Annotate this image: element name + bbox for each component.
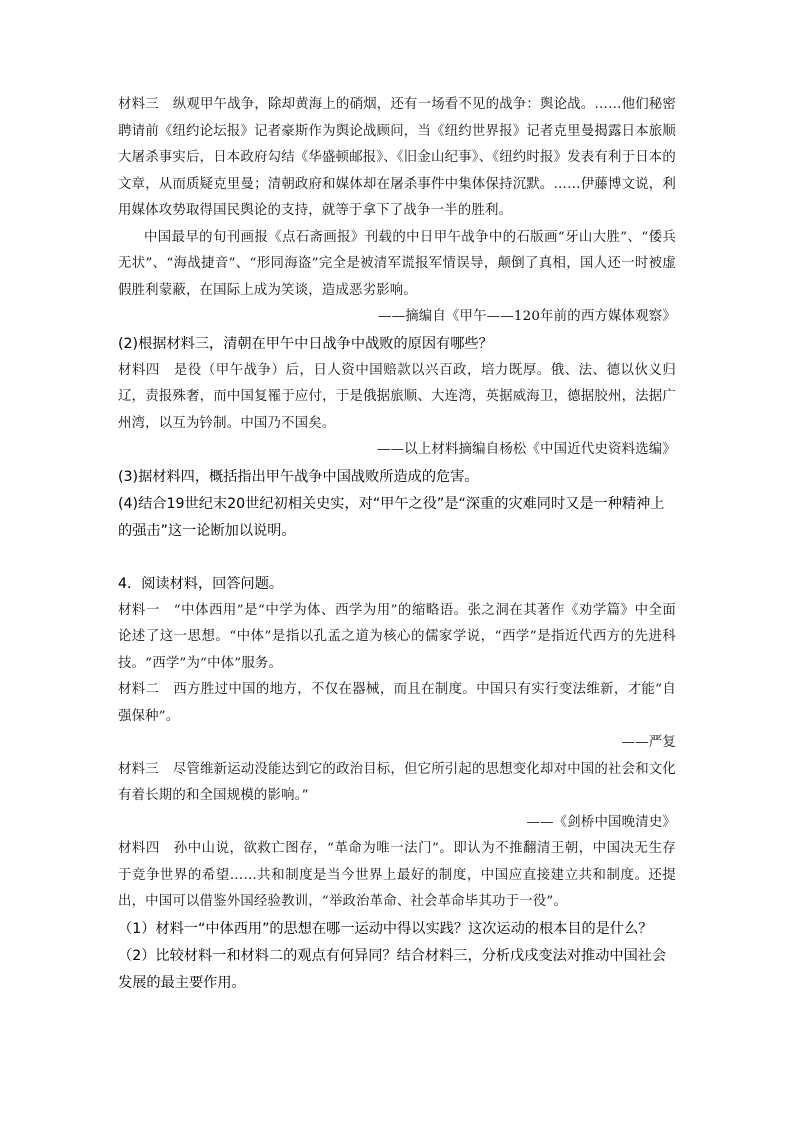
material-source: ——以上材料摘编自杨松《中国近代史资料选编》 bbox=[377, 442, 676, 457]
material-text: 是役（甲午战争）后，日人资中国赔款以兴百政，培力既厚。俄、法、德以伙义归辽，责报殊奢，而中国复罹于应付，于是俄据旅顺、大连湾，英据威海卫，德据胶州，法据广州湾，以互为钤制。中国乃不国矣。 bbox=[118, 362, 676, 431]
material-label: 材料三 bbox=[118, 761, 159, 777]
material-source: ——严复 bbox=[621, 735, 676, 750]
material-source: ——《剑桥中国晚清史》 bbox=[526, 814, 676, 830]
question-2: （2）比较材料一和材料二的观点有何异同？结合材料三，分析戊戌变法对推动中国社会发展的最主要作用。 bbox=[118, 947, 667, 991]
material-text: 尽管维新运动没能达到它的政治目标，但它所引起的思想变化却对中国的社会和文化有着长期的和全国规模的影响。” bbox=[118, 761, 676, 803]
material-label: 材料一 bbox=[118, 602, 160, 618]
material-three-paragraph bbox=[118, 757, 676, 810]
question-2: (2)根据材料三，清朝在甲午中日战争中战败的原因有哪些？ bbox=[118, 335, 493, 352]
question-1: （1）材料一“中体西用”的思想在哪一运动中得以实践？这次运动的根本目的是什么？ bbox=[118, 920, 653, 937]
material-three-paragraph bbox=[118, 92, 676, 225]
material-two-paragraph bbox=[118, 677, 676, 730]
material-four-paragraph bbox=[118, 358, 676, 438]
material-label: 材料四 bbox=[118, 841, 160, 856]
material-text: 纵观甲午战争，除却黄海上的硝烟，还有一场看不见的战争：舆论战。……他们秘密聘请前《纽约论坛报》记者豪斯作为舆论战顾问，当《纽约世界报》记者克里曼揭露日本旅顺大屠杀事实后，日本政府勾结《华盛顿邮报》、《旧金山纪事》、《纽约时报》发表有利于日本的文章，从而质疑克里曼；清朝政府和媒体却在屠杀事件中集体保持沉默。……伊藤博文说，利用媒体攻势取得国民舆论的支持，就等于拿下了战争一半的胜利。 bbox=[118, 97, 676, 218]
document-page bbox=[118, 92, 676, 997]
section-heading: 4．阅读材料，回答问题。 bbox=[118, 575, 284, 592]
material-text: “中体西用”是“中学为体、西学为用”的缩略语。张之洞在其著作《劝学篇》中全面论述了这一思想。“中体”是指以孔孟之道为核心的儒家学说，“西学”是指近代西方的先进科技。“西学”为“中体”服务。 bbox=[118, 602, 676, 671]
material-label: 材料三 bbox=[118, 97, 159, 112]
section-gap bbox=[118, 545, 676, 571]
material-text: 西方胜过中国的地方，不仅在器械，而且在制度。中国只有实行变法维新，才能“自强保种”。 bbox=[118, 682, 676, 724]
material-source: ——摘编自《甲午——120年前的西方媒体观察》 bbox=[378, 309, 676, 324]
material-label: 材料二 bbox=[118, 682, 160, 697]
material-four-paragraph bbox=[118, 836, 676, 916]
question-3: (3)据材料四，概括指出甲午战争中国战败所造成的危害。 bbox=[118, 468, 479, 485]
material-label: 材料四 bbox=[118, 362, 160, 378]
material-three-paragraph-2: 中国最早的旬刊画报《点石斋画报》刊载的中日甲午战争中的石版画“牙山大胜”、“倭兵无状”、“海战捷音”、“形同海盗”完全是被清军谎报军情误导，颠倒了真相，国人还一时被虚假胜利蒙蔽，在国际上成为笑谈，造成恶劣影响。 bbox=[118, 229, 676, 298]
material-one-paragraph bbox=[118, 598, 676, 678]
material-text: 孙中山说，欲救亡图存，“革命为唯一法门”。即认为不推翻清王朝，中国决无生存于竞争世界的希望……共和制度是当今世界上最好的制度，中国应直接建立共和制度。还提出，中国可以借鉴外国经验教训，“举政治革命、社会革命毕其功于一役”。 bbox=[118, 841, 676, 909]
question-4: (4)结合19世纪末20世纪初相关史实，对“甲午之役”是“深重的灾难同时又是一种精神上的强击”这一论断加以说明。 bbox=[118, 495, 665, 539]
